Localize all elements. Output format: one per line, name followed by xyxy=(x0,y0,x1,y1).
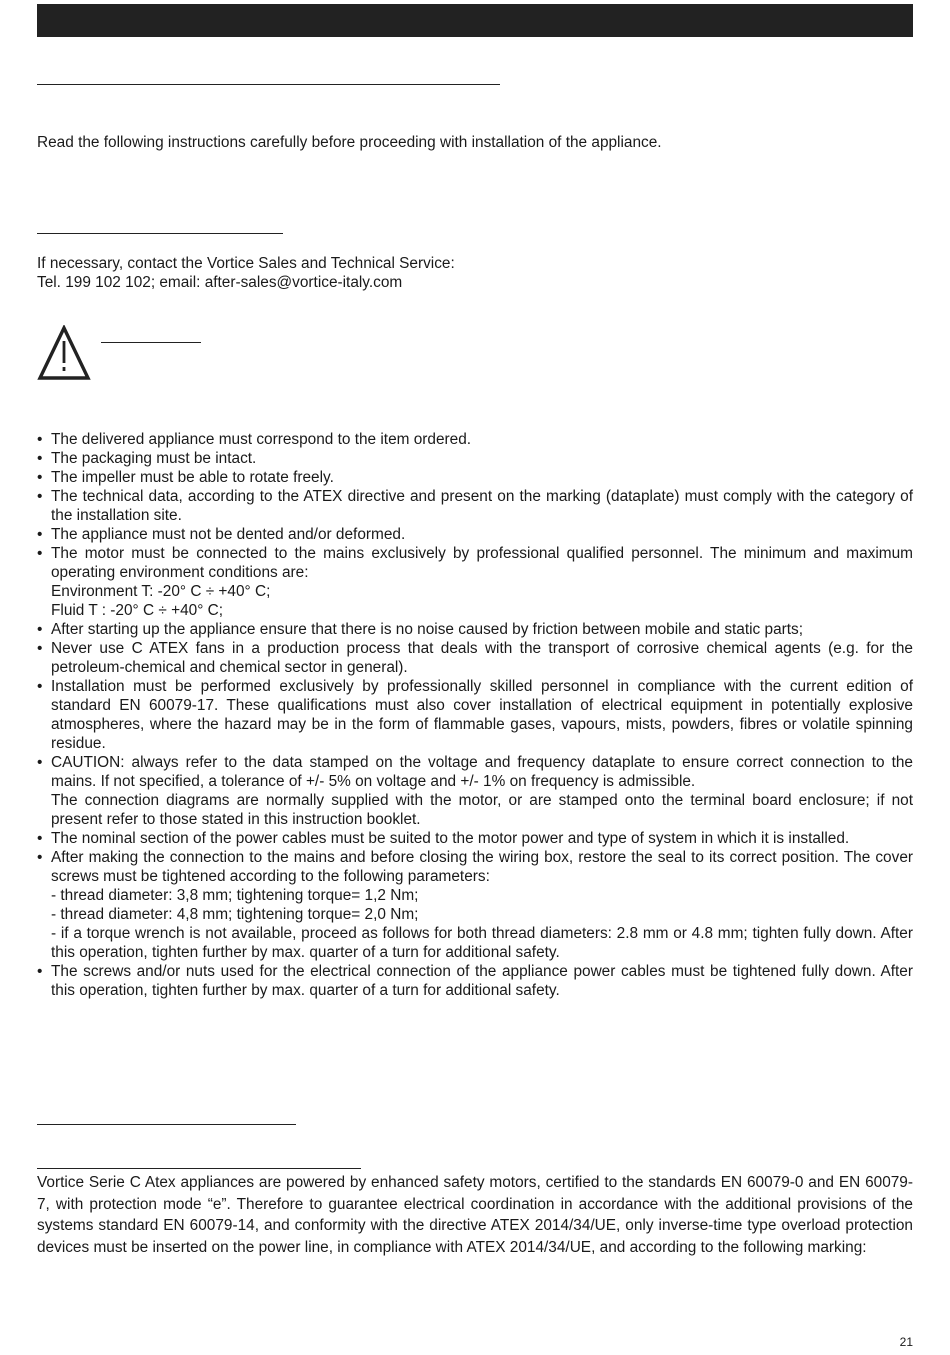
bullet-dot: • xyxy=(37,450,43,467)
contact-line-1: If necessary, contact the Vortice Sales and Technical Service: xyxy=(37,255,455,272)
list-item xyxy=(37,620,913,639)
bullet-dot: • xyxy=(37,640,43,657)
bullet-dot: • xyxy=(37,545,43,562)
list-item-text: The connection diagrams are normally supplied with the motor, or are stamped onto the terminal board enclosure; if not present refer to those stated in this instruction booklet. xyxy=(51,792,913,828)
list-item xyxy=(37,753,913,829)
page-number: 21 xyxy=(899,1335,913,1349)
list-item xyxy=(37,525,913,544)
warning-heading-underline xyxy=(101,342,201,343)
list-item-text: The screws and/or nuts used for the electrical connection of the appliance power cables must be tightened fully down. After this operation, tighten further by max. quarter of a turn for additional safety. xyxy=(51,963,913,999)
warning-triangle-icon xyxy=(37,325,91,380)
list-item-text: After starting up the appliance ensure that there is no noise caused by friction between mobile and static parts; xyxy=(51,621,804,638)
list-item-text: The impeller must be able to rotate freely. xyxy=(51,469,334,486)
list-item xyxy=(37,962,913,1000)
list-item-text: After making the connection to the mains and before closing the wiring box, restore the seal to its correct position. The cover screws must be tightened according to the following parameters: xyxy=(51,849,913,885)
bullet-dot: • xyxy=(37,754,43,771)
list-item xyxy=(37,487,913,525)
list-item-text: Installation must be performed exclusively by professionally skilled personnel in compliance with the current edition of standard EN 60079-17. These qualifications must also cover installation of electrical equipment in potentially explosive atmospheres, where the hazard may be in the form of flammable gases, vapours, mists, powders, fibres or volatile spinning residue. xyxy=(51,678,913,752)
bullet-dot: • xyxy=(37,431,43,448)
list-item-text: Environment T: -20° C ÷ +40° C; xyxy=(51,583,271,600)
header-bar xyxy=(37,4,913,37)
subsection-heading-underline-2 xyxy=(37,1168,361,1169)
subsection-heading-underline xyxy=(37,233,283,234)
list-item-text: - thread diameter: 4,8 mm; tightening torque= 2,0 Nm; xyxy=(51,906,419,923)
bullet-dot: • xyxy=(37,469,43,486)
list-item-text: Never use C ATEX fans in a production process that deals with the transport of corrosive chemical agents (e.g. for the petroleum-chemical and chemical sector in general). xyxy=(51,640,913,676)
bullet-dot: • xyxy=(37,963,43,980)
bullet-dot: • xyxy=(37,488,43,505)
installation-checklist xyxy=(37,430,913,1000)
protection-paragraph: Vortice Serie C Atex appliances are powered by enhanced safety motors, certified to the standards EN 60079-0 and EN 60079-7, with protection mode “e”. Therefore to guarantee electrical coordination in accordance with the additional provisions of the systems standard EN 60079-14, and conformity with the directive ATEX 2014/34/UE, only inverse-time type overload protection devices must be inserted on the power line, in compliance with ATEX 2014/34/UE, and according to the following marking: xyxy=(37,1174,913,1256)
bullet-dot: • xyxy=(37,621,43,638)
list-item-text: The technical data, according to the ATEX directive and present on the marking (dataplate) must comply with the category of the installation site. xyxy=(51,488,913,524)
section-heading-underline xyxy=(37,84,500,85)
list-item xyxy=(37,544,913,620)
contact-line-2: Tel. 199 102 102; email: after-sales@vortice-italy.com xyxy=(37,274,403,291)
section-heading-underline-2 xyxy=(37,1124,296,1125)
list-item-text: CAUTION: always refer to the data stamped on the voltage and frequency dataplate to ensure correct connection to the mains. If not specified, a tolerance of +/- 5% on voltage and +/- 1% on frequency is admissible. xyxy=(51,754,913,790)
list-item-text: The packaging must be intact. xyxy=(51,450,257,467)
list-item xyxy=(37,677,913,753)
list-item xyxy=(37,468,913,487)
intro-text: Read the following instructions carefully before proceeding with installation of the appliance. xyxy=(37,134,662,151)
bullet-dot: • xyxy=(37,849,43,866)
list-item-text: The motor must be connected to the mains exclusively by professional qualified personnel. The minimum and maximum operating environment conditions are: xyxy=(51,545,913,581)
list-item xyxy=(37,430,913,449)
bullet-dot: • xyxy=(37,830,43,847)
list-item-text: The delivered appliance must correspond to the item ordered. xyxy=(51,431,472,448)
list-item xyxy=(37,848,913,962)
list-item-text: The nominal section of the power cables must be suited to the motor power and type of system in which it is installed. xyxy=(51,830,850,847)
list-item-text: Fluid T : -20° C ÷ +40° C; xyxy=(51,602,224,619)
list-item-text: - thread diameter: 3,8 mm; tightening torque= 1,2 Nm; xyxy=(51,887,419,904)
list-item xyxy=(37,639,913,677)
list-item xyxy=(37,829,913,848)
bullet-dot: • xyxy=(37,678,43,695)
bullet-dot: • xyxy=(37,526,43,543)
list-item xyxy=(37,449,913,468)
list-item-text: - if a torque wrench is not available, proceed as follows for both thread diameters: 2.8 mm or 4.8 mm; tighten fully down. After this operation, tighten further by max. quarter of a turn for additional safety. xyxy=(51,925,913,961)
list-item-text: The appliance must not be dented and/or deformed. xyxy=(51,526,406,543)
